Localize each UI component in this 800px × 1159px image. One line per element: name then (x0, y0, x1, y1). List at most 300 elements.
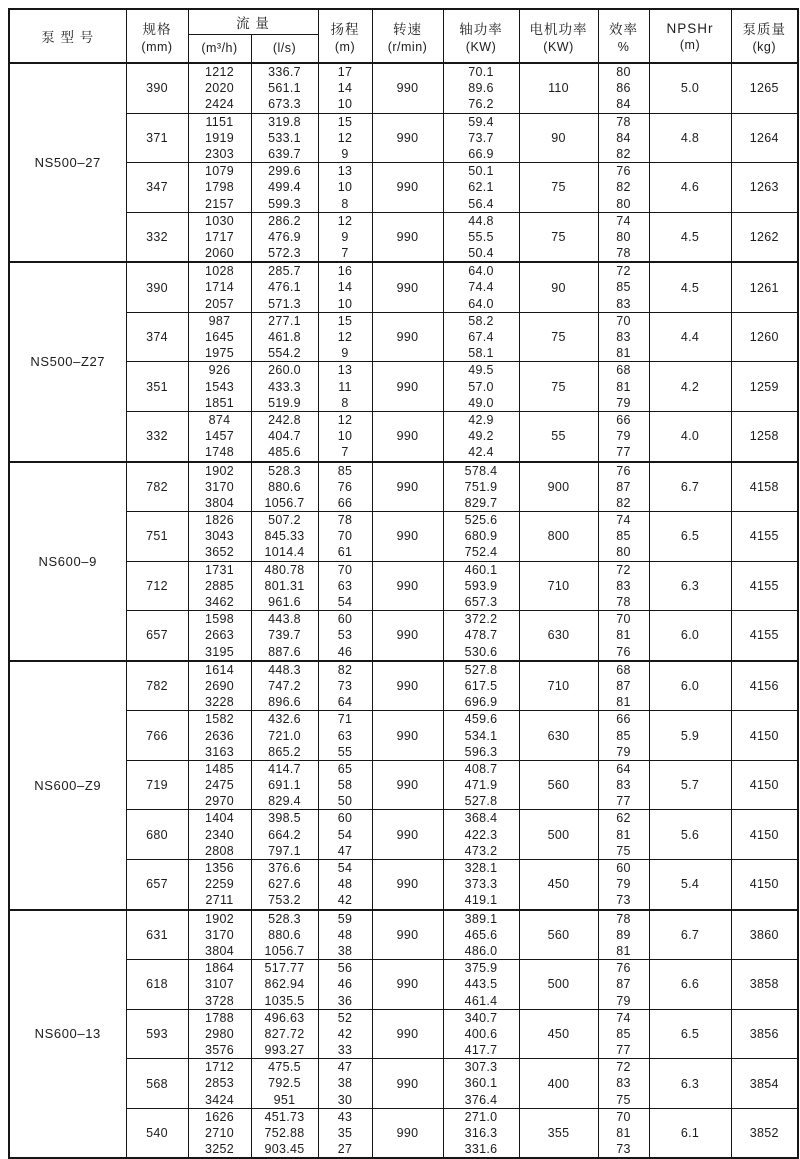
head-cell (318, 1009, 372, 1059)
npshr-cell: 4.0 (649, 411, 731, 461)
flow-m3h-cell-value: 2475 (204, 778, 234, 793)
mass-cell: 4158 (731, 462, 798, 512)
efficiency-cell-value: 81 (616, 379, 631, 394)
efficiency-cell-value: 80 (616, 196, 631, 211)
flow-m3h-cell-value: 3170 (204, 927, 234, 942)
flow-m3h-cell-value: 2020 (204, 81, 234, 96)
efficiency-cell-value: 68 (616, 662, 631, 677)
flow-m3h-cell-value: 1212 (204, 65, 234, 79)
spec-row (9, 63, 798, 113)
flow-ls-cell (251, 63, 318, 113)
mass-cell: 1262 (731, 212, 798, 262)
flow-ls-cell-value: 880.6 (268, 479, 301, 494)
flow-m3h-cell-value: 3652 (204, 545, 234, 560)
flow-m3h-cell-value: 2808 (204, 843, 234, 858)
shaft-power-cell-value: 400.6 (464, 1026, 498, 1041)
head-cell-value: 47 (337, 1060, 353, 1075)
flow-ls-cell-value: 792.5 (268, 1076, 301, 1091)
efficiency-cell-value: 86 (616, 81, 631, 96)
efficiency-cell-value: 83 (616, 296, 631, 311)
shaft-power-cell-value: 50.1 (468, 164, 494, 179)
spec-cell: 390 (126, 63, 188, 113)
head-cell-value: 46 (337, 977, 353, 992)
flow-ls-cell (251, 163, 318, 213)
speed-cell: 990 (372, 960, 443, 1010)
flow-ls-cell-value: 433.3 (268, 379, 301, 394)
flow-ls-cell (251, 1059, 318, 1109)
head-cell-value: 73 (337, 678, 353, 693)
mass-cell: 4155 (731, 512, 798, 562)
col-header-model-label: 泵 型 号 (41, 30, 95, 45)
head-cell-value: 82 (337, 662, 353, 677)
flow-ls-cell (251, 113, 318, 163)
flow-m3h-cell (188, 960, 251, 1010)
shaft-power-cell (443, 1009, 519, 1059)
speed-cell: 990 (372, 411, 443, 461)
col-header-shaft-power-label: 轴功率 (459, 22, 503, 37)
flow-ls-cell (251, 810, 318, 860)
efficiency-cell-value: 77 (616, 794, 631, 809)
head-cell-value: 35 (337, 1126, 353, 1140)
col-header-head-label: 扬程 (330, 22, 360, 37)
head-cell-value: 76 (337, 479, 353, 494)
motor-power-cell: 710 (519, 661, 598, 711)
npshr-cell: 5.0 (649, 63, 731, 113)
motor-power-cell: 560 (519, 910, 598, 960)
col-header-spec-label: 规格 (142, 22, 172, 37)
efficiency-cell-value: 76 (616, 961, 631, 976)
head-cell-value: 58 (337, 778, 353, 793)
spec-cell: 593 (126, 1009, 188, 1059)
flow-m3h-cell (188, 113, 251, 163)
flow-ls-cell-value: 286.2 (268, 213, 301, 228)
npshr-cell: 5.7 (649, 760, 731, 810)
head-cell-value: 9 (341, 229, 349, 244)
mass-cell: 1260 (731, 312, 798, 362)
spec-row (9, 1059, 798, 1109)
head-cell-value: 42 (337, 1026, 353, 1041)
efficiency-cell-value: 78 (616, 114, 631, 129)
head-cell-value: 11 (338, 379, 352, 394)
shaft-power-cell (443, 960, 519, 1010)
efficiency-cell-value: 87 (616, 678, 631, 693)
flow-ls-cell-value: 845.33 (264, 529, 305, 544)
shaft-power-cell-value: 525.6 (464, 513, 498, 528)
head-cell-value: 12 (337, 130, 353, 145)
flow-m3h-cell-value: 3804 (204, 495, 234, 510)
head-cell (318, 860, 372, 910)
flow-m3h-cell (188, 810, 251, 860)
shaft-power-cell (443, 163, 519, 213)
npshr-cell: 6.0 (649, 661, 731, 711)
spec-cell: 371 (126, 113, 188, 163)
efficiency-cell-value: 78 (616, 246, 631, 261)
efficiency-cell-value: 89 (616, 927, 631, 942)
head-cell (318, 561, 372, 611)
npshr-cell: 4.6 (649, 163, 731, 213)
shaft-power-cell-value: 389.1 (464, 911, 498, 926)
flow-ls-cell-value: 639.7 (268, 146, 301, 161)
flow-ls-cell-value: 554.2 (268, 346, 301, 361)
shaft-power-cell (443, 312, 519, 362)
col-header-speed-label: 转速 (393, 22, 423, 37)
shaft-power-cell-value: 471.9 (464, 778, 498, 793)
flow-m3h-cell-value: 1582 (204, 712, 234, 727)
spec-row (9, 711, 798, 761)
head-cell-value: 9 (341, 346, 349, 361)
shaft-power-cell-value: 460.1 (464, 562, 498, 577)
efficiency-cell-value: 83 (616, 1076, 631, 1091)
shaft-power-cell-value: 372.2 (464, 612, 498, 627)
col-header-flow-ls-unit: (l/s) (272, 41, 297, 56)
head-cell-value: 56 (337, 961, 353, 976)
flow-m3h-cell (188, 362, 251, 412)
spec-row (9, 561, 798, 611)
flow-ls-cell-value: 827.72 (264, 1026, 305, 1041)
shaft-power-cell-value: 328.1 (464, 861, 498, 875)
mass-cell: 3854 (731, 1059, 798, 1109)
shaft-power-cell-value: 58.2 (468, 313, 494, 328)
flow-m3h-cell-value: 2711 (205, 893, 234, 908)
flow-m3h-cell-value: 1598 (204, 612, 234, 627)
col-header-motor-power (519, 9, 598, 63)
head-cell-value: 70 (337, 562, 353, 577)
head-cell-value: 61 (337, 545, 353, 560)
motor-power-cell: 400 (519, 1059, 598, 1109)
efficiency-cell (598, 561, 649, 611)
shaft-power-cell-value: 617.5 (464, 678, 498, 693)
head-cell-value: 60 (337, 612, 353, 627)
efficiency-cell-value: 66 (616, 712, 631, 727)
mass-cell: 3852 (731, 1108, 798, 1158)
shaft-power-cell (443, 711, 519, 761)
spec-cell: 618 (126, 960, 188, 1010)
head-cell-value: 10 (337, 429, 353, 444)
spec-row (9, 1108, 798, 1158)
shaft-power-cell-value: 461.4 (464, 993, 498, 1008)
flow-m3h-cell-value: 3252 (204, 1142, 234, 1157)
pump-model-cell: NS500–27 (9, 63, 126, 262)
shaft-power-cell-value: 443.5 (464, 977, 498, 992)
shaft-power-cell-value: 42.4 (468, 445, 494, 460)
head-cell-value: 14 (337, 280, 353, 295)
head-cell-value: 54 (337, 595, 353, 609)
efficiency-cell (598, 512, 649, 562)
efficiency-cell-value: 79 (616, 744, 631, 759)
shaft-power-cell-value: 829.7 (464, 495, 498, 510)
flow-ls-cell-value: 277.1 (268, 313, 301, 328)
efficiency-cell-value: 79 (616, 877, 631, 892)
motor-power-cell: 75 (519, 362, 598, 412)
flow-ls-cell-value: 801.31 (264, 578, 305, 593)
spec-cell: 766 (126, 711, 188, 761)
npshr-cell: 6.0 (649, 611, 731, 661)
mass-cell: 1265 (731, 63, 798, 113)
flow-ls-cell-value: 443.8 (268, 612, 301, 627)
shaft-power-cell-value: 76.2 (468, 97, 494, 112)
npshr-cell: 4.8 (649, 113, 731, 163)
head-cell-value: 47 (337, 843, 353, 858)
flow-m3h-cell-value: 1614 (204, 662, 234, 677)
shaft-power-cell-value: 530.6 (464, 644, 498, 659)
shaft-power-cell (443, 113, 519, 163)
flow-m3h-cell-value: 1902 (204, 911, 234, 926)
npshr-cell: 6.3 (649, 561, 731, 611)
speed-cell: 990 (372, 910, 443, 960)
head-cell-value: 17 (337, 65, 353, 79)
flow-ls-cell-value: 299.6 (268, 164, 301, 179)
flow-ls-cell-value: 404.7 (268, 429, 301, 444)
flow-m3h-cell (188, 760, 251, 810)
efficiency-cell-value: 76 (616, 644, 631, 659)
flow-ls-cell (251, 661, 318, 711)
pump-spec-table (8, 8, 799, 1159)
head-cell-value: 33 (337, 1043, 353, 1058)
flow-m3h-cell-value: 3728 (204, 993, 234, 1008)
shaft-power-cell (443, 810, 519, 860)
spec-row (9, 860, 798, 910)
head-cell-value: 65 (337, 761, 353, 776)
speed-cell: 990 (372, 512, 443, 562)
npshr-cell: 5.6 (649, 810, 731, 860)
head-cell-value: 52 (337, 1010, 353, 1025)
efficiency-cell (598, 262, 649, 312)
head-cell-value: 15 (337, 114, 353, 129)
flow-ls-cell-value: 572.3 (268, 246, 301, 261)
shaft-power-cell-value: 657.3 (464, 595, 498, 609)
speed-cell: 990 (372, 262, 443, 312)
shaft-power-cell-value: 419.1 (464, 893, 498, 908)
flow-m3h-cell-value: 926 (208, 363, 231, 378)
efficiency-cell-value: 81 (616, 827, 631, 842)
shaft-power-cell-value: 49.5 (468, 363, 494, 378)
spec-cell: 540 (126, 1108, 188, 1158)
head-cell (318, 512, 372, 562)
efficiency-cell-value: 70 (616, 313, 631, 328)
shaft-power-cell-value: 62.1 (468, 180, 494, 195)
flow-ls-cell (251, 362, 318, 412)
efficiency-cell-value: 77 (616, 445, 631, 460)
motor-power-cell: 110 (519, 63, 598, 113)
head-cell-value: 55 (337, 744, 353, 759)
shaft-power-cell (443, 63, 519, 113)
spec-row (9, 462, 798, 512)
flow-m3h-cell-value: 1028 (204, 264, 234, 279)
spec-cell: 782 (126, 661, 188, 711)
col-header-model (9, 9, 126, 63)
npshr-cell: 6.7 (649, 910, 731, 960)
spec-row (9, 212, 798, 262)
efficiency-cell (598, 312, 649, 362)
flow-ls-cell-value: 896.6 (268, 695, 301, 710)
flow-m3h-cell-value: 3804 (204, 943, 234, 958)
efficiency-cell-value: 84 (616, 130, 631, 145)
efficiency-cell-value: 76 (616, 463, 631, 478)
flow-m3h-cell-value: 3424 (204, 1092, 234, 1107)
head-cell-value: 7 (341, 246, 349, 261)
flow-m3h-cell (188, 910, 251, 960)
flow-m3h-cell-value: 1717 (204, 229, 234, 244)
efficiency-cell-value: 87 (616, 977, 631, 992)
flow-ls-cell (251, 910, 318, 960)
flow-m3h-cell-value: 3576 (204, 1043, 234, 1058)
flow-m3h-cell (188, 561, 251, 611)
efficiency-cell (598, 462, 649, 512)
efficiency-cell (598, 910, 649, 960)
flow-ls-cell (251, 462, 318, 512)
spec-row (9, 262, 798, 312)
npshr-cell: 4.2 (649, 362, 731, 412)
efficiency-cell-value: 74 (616, 213, 631, 228)
efficiency-cell (598, 611, 649, 661)
flow-ls-cell-value: 376.6 (268, 861, 301, 875)
shaft-power-cell-value: 42.9 (468, 412, 494, 427)
shaft-power-cell (443, 1108, 519, 1158)
mass-cell: 1258 (731, 411, 798, 461)
efficiency-cell-value: 72 (616, 264, 631, 279)
spec-row (9, 113, 798, 163)
head-cell-value: 53 (337, 628, 353, 643)
shaft-power-cell-value: 49.2 (468, 429, 494, 444)
head-cell-value: 54 (337, 861, 353, 875)
speed-cell: 990 (372, 1009, 443, 1059)
flow-m3h-cell (188, 661, 251, 711)
head-cell-value: 13 (337, 164, 353, 179)
flow-m3h-cell (188, 411, 251, 461)
motor-power-cell: 710 (519, 561, 598, 611)
flow-ls-cell-value: 1056.7 (264, 495, 305, 510)
spec-cell: 631 (126, 910, 188, 960)
head-cell-value: 63 (337, 728, 353, 743)
spec-cell: 680 (126, 810, 188, 860)
spec-row (9, 810, 798, 860)
shaft-power-cell-value: 534.1 (464, 728, 498, 743)
flow-m3h-cell-value: 1748 (204, 445, 234, 460)
flow-m3h-cell-value: 1457 (204, 429, 234, 444)
flow-m3h-cell-value: 2340 (204, 827, 234, 842)
col-header-npshr-unit: (m) (679, 37, 701, 52)
head-cell-value: 59 (337, 911, 353, 926)
head-cell-value: 42 (337, 893, 353, 908)
shaft-power-cell-value: 64.0 (468, 264, 494, 279)
efficiency-cell-value: 79 (616, 395, 631, 410)
head-cell-value: 30 (337, 1092, 353, 1107)
head-cell-value: 27 (337, 1142, 353, 1157)
flow-ls-cell (251, 212, 318, 262)
shaft-power-cell-value: 375.9 (464, 961, 498, 976)
head-cell (318, 63, 372, 113)
shaft-power-cell-value: 752.4 (464, 545, 498, 560)
col-header-head (318, 9, 372, 63)
col-header-efficiency-label: 效率 (609, 22, 639, 37)
shaft-power-cell (443, 411, 519, 461)
shaft-power-cell-value: 73.7 (468, 130, 494, 145)
shaft-power-cell-value: 74.4 (468, 280, 494, 295)
head-cell (318, 1059, 372, 1109)
efficiency-cell (598, 661, 649, 711)
head-cell-value: 10 (337, 296, 353, 311)
speed-cell: 990 (372, 212, 443, 262)
head-cell (318, 661, 372, 711)
shaft-power-cell (443, 661, 519, 711)
spec-cell: 782 (126, 462, 188, 512)
flow-m3h-cell (188, 262, 251, 312)
efficiency-cell-value: 75 (616, 843, 631, 858)
shaft-power-cell-value: 307.3 (464, 1060, 498, 1075)
col-header-spec (126, 9, 188, 63)
spec-row (9, 760, 798, 810)
flow-m3h-cell (188, 1059, 251, 1109)
shaft-power-cell-value: 64.0 (468, 296, 494, 311)
col-header-mass-unit: (kg) (752, 40, 777, 54)
flow-m3h-cell-value: 1714 (204, 280, 234, 295)
flow-m3h-cell-value: 2690 (204, 678, 234, 693)
spec-cell: 332 (126, 212, 188, 262)
speed-cell: 990 (372, 810, 443, 860)
efficiency-cell-value: 78 (616, 911, 631, 926)
flow-ls-cell-value: 865.2 (268, 744, 301, 759)
shaft-power-cell-value: 459.6 (464, 712, 498, 727)
shaft-power-cell (443, 860, 519, 910)
efficiency-cell-value: 70 (616, 1109, 631, 1124)
pump-model-cell: NS600–9 (9, 462, 126, 661)
flow-ls-cell-value: 829.4 (268, 794, 301, 809)
col-header-flow-label: 流 量 (236, 15, 270, 31)
motor-power-cell: 630 (519, 711, 598, 761)
motor-power-cell: 450 (519, 860, 598, 910)
shaft-power-cell-value: 696.9 (464, 695, 498, 710)
flow-ls-cell-value: 599.3 (268, 196, 301, 211)
efficiency-cell-value: 82 (616, 180, 631, 195)
head-cell-value: 78 (337, 513, 353, 528)
npshr-cell: 6.1 (649, 1108, 731, 1158)
flow-ls-cell-value: 753.2 (268, 893, 301, 908)
motor-power-cell: 800 (519, 512, 598, 562)
mass-cell: 3860 (731, 910, 798, 960)
npshr-cell: 4.5 (649, 212, 731, 262)
pump-model-cell: NS500–Z27 (9, 262, 126, 461)
spec-cell: 568 (126, 1059, 188, 1109)
col-header-shaft-power (443, 9, 519, 63)
flow-ls-cell-value: 461.8 (268, 330, 301, 344)
flow-ls-cell-value: 664.2 (268, 827, 301, 842)
efficiency-cell (598, 860, 649, 910)
shaft-power-cell-value: 527.8 (464, 794, 498, 809)
mass-cell: 4156 (731, 661, 798, 711)
efficiency-cell-value: 85 (616, 1026, 631, 1041)
flow-m3h-cell (188, 462, 251, 512)
spec-row (9, 163, 798, 213)
efficiency-cell-value: 85 (616, 529, 631, 544)
shaft-power-cell (443, 462, 519, 512)
efficiency-cell-value: 72 (616, 562, 631, 577)
efficiency-cell-value: 73 (616, 1142, 631, 1157)
head-cell (318, 960, 372, 1010)
efficiency-cell-value: 81 (616, 943, 631, 958)
efficiency-cell-value: 80 (616, 545, 631, 560)
flow-m3h-cell-value: 2970 (204, 794, 234, 809)
flow-ls-cell (251, 760, 318, 810)
flow-m3h-cell (188, 312, 251, 362)
flow-ls-cell-value: 721.0 (268, 728, 301, 743)
pump-model-cell: NS600–Z9 (9, 661, 126, 910)
shaft-power-cell-value: 680.9 (464, 529, 498, 544)
flow-ls-cell (251, 611, 318, 661)
efficiency-cell-value: 76 (616, 164, 631, 179)
efficiency-cell-value: 79 (616, 429, 631, 444)
efficiency-cell (598, 1009, 649, 1059)
head-cell-value: 12 (337, 330, 353, 344)
